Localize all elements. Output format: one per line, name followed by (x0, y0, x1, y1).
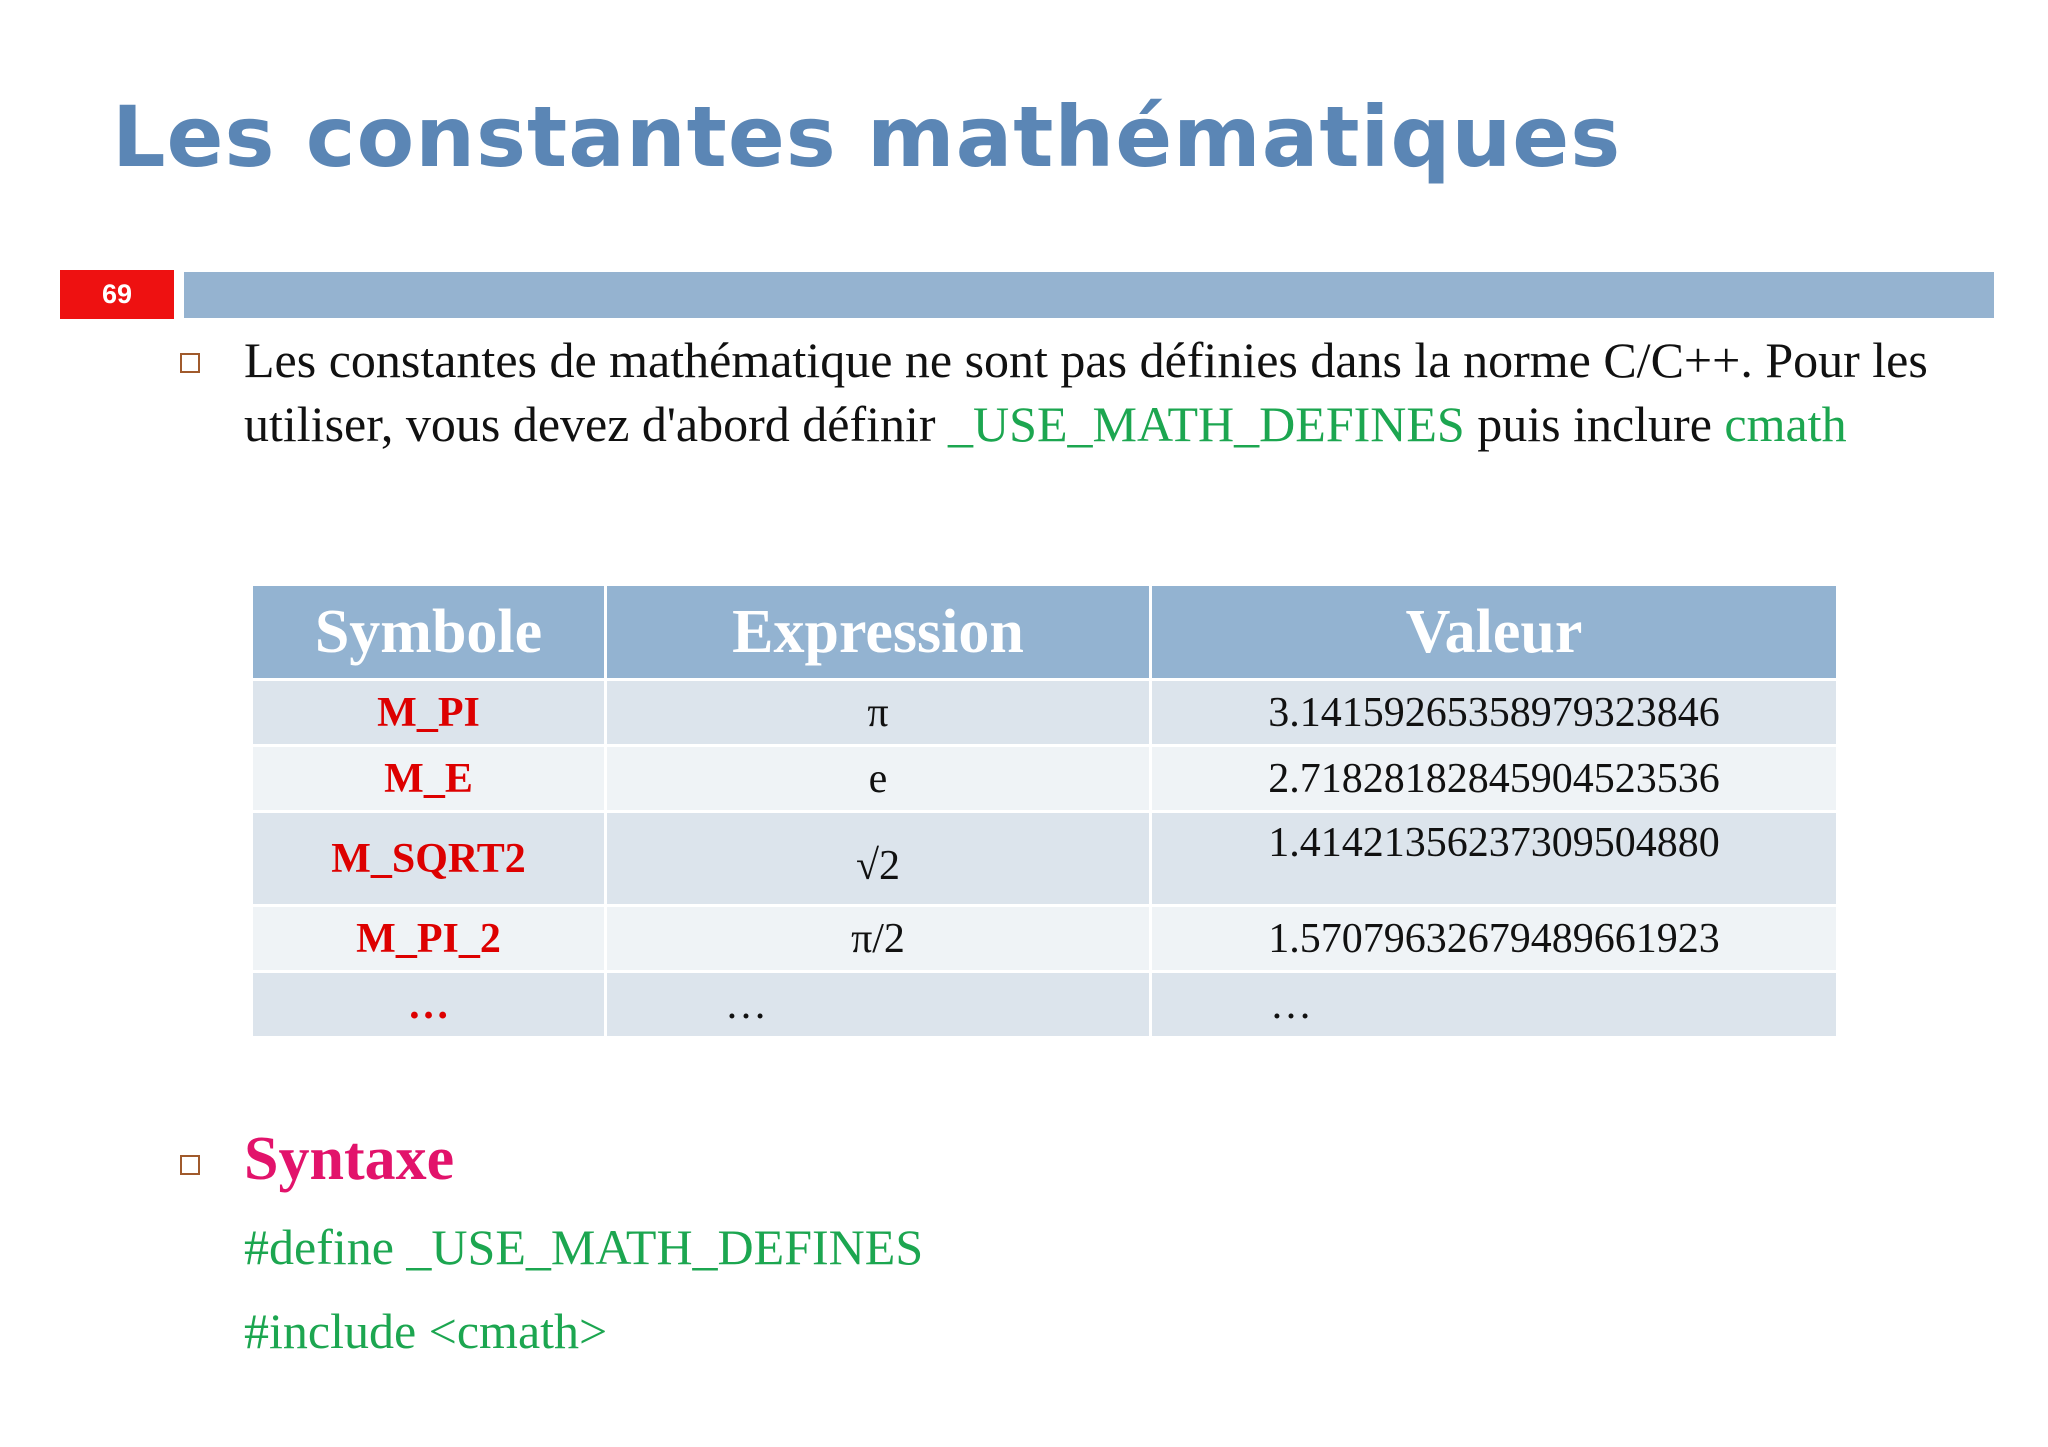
value-cell: 2.71828182845904523536 (1151, 746, 1838, 812)
symbol-cell: M_SQRT2 (252, 812, 606, 906)
symbol-cell: M_PI_2 (252, 906, 606, 972)
symbol-cell: M_PI (252, 680, 606, 746)
code-line-define: #define _USE_MATH_DEFINES (244, 1219, 924, 1275)
value-cell: 3.14159265358979323846 (1151, 680, 1838, 746)
value-cell: 1.57079632679489661923 (1151, 906, 1838, 972)
intro-text-2: puis inclure (1464, 396, 1725, 452)
header-expression: Expression (606, 585, 1151, 680)
expression-cell: √2 (606, 812, 1151, 906)
syntax-heading: Syntaxe (244, 1125, 455, 1193)
intro-text-1: Les constantes de mathématique ne sont pas définies dans la norme C/C++. Pour les utiliser, vous devez d'abord définir (244, 332, 1928, 452)
intro-paragraph (244, 328, 1954, 456)
constants-table (250, 583, 1839, 1039)
intro-header: cmath (1724, 396, 1847, 452)
bullet-square-icon (180, 1155, 200, 1175)
expression-cell: e (606, 746, 1151, 812)
value-cell: 1.41421356237309504880 (1151, 812, 1838, 906)
expression-cell: π (606, 680, 1151, 746)
table-row (252, 972, 1838, 1038)
slide-number-badge: 69 (60, 270, 174, 319)
table-row (252, 746, 1838, 812)
table-row (252, 906, 1838, 972)
symbol-cell: … (252, 972, 606, 1038)
header-bar (184, 272, 1994, 318)
slide-title: Les constantes mathématiques (112, 88, 1622, 186)
expression-cell: π/2 (606, 906, 1151, 972)
header-symbol: Symbole (252, 585, 606, 680)
table-row (252, 680, 1838, 746)
symbol-cell: M_E (252, 746, 606, 812)
table-header-row (252, 585, 1838, 680)
table-row (252, 812, 1838, 906)
value-cell: … (1151, 972, 1838, 1038)
intro-macro: _USE_MATH_DEFINES (948, 396, 1465, 452)
code-line-include: #include <cmath> (244, 1303, 608, 1359)
bullet-square-icon (180, 353, 200, 373)
header-value: Valeur (1151, 585, 1838, 680)
expression-cell: … (606, 972, 1151, 1038)
